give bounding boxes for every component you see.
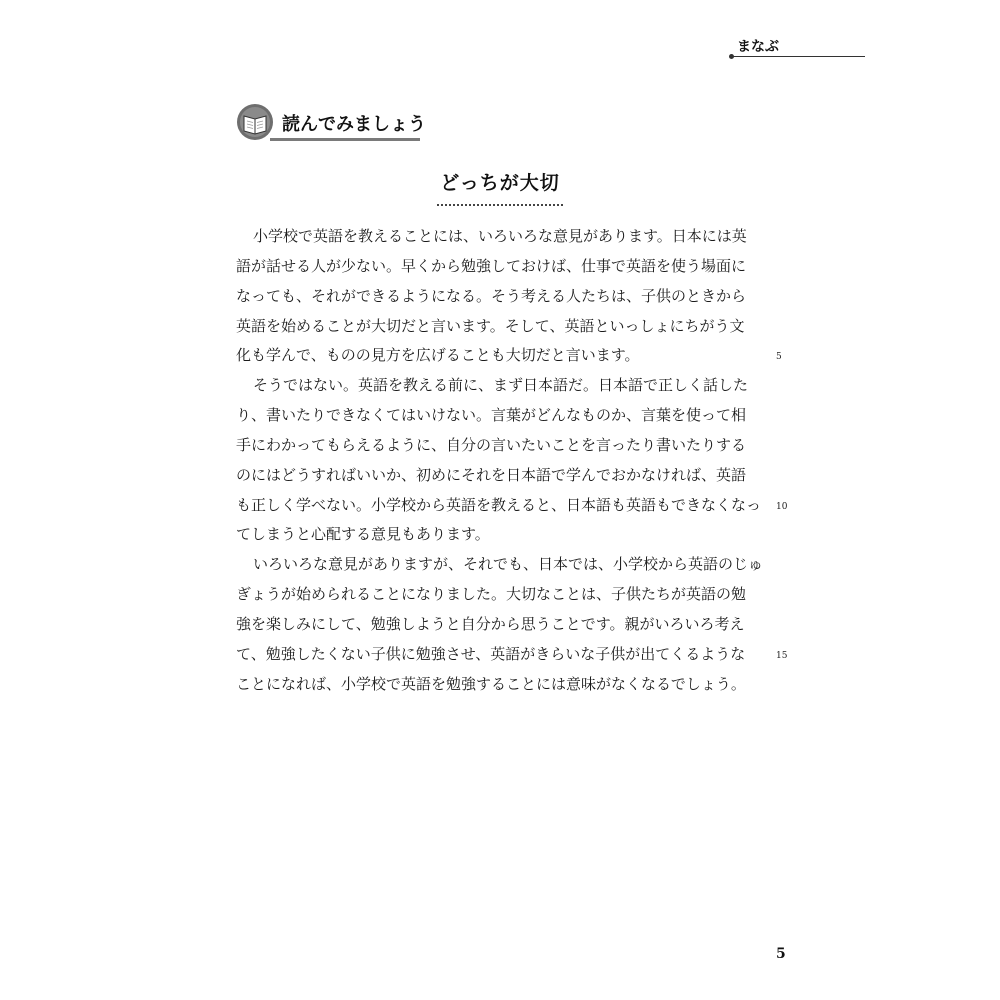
running-head-label: まなぶ — [737, 39, 779, 55]
passage-line: のにはどうすればいいか、初めにそれを日本語で学んでおかなければ、英語 — [236, 465, 747, 484]
story-title-text: どっちが大切 — [440, 172, 560, 194]
passage-line: 小学校で英語を教えることには、いろいろな意見があります。日本には英 — [253, 227, 747, 245]
section-title: 読んでみましょう — [282, 114, 426, 135]
passage-line: 手にわかってもらえるように、自分の言いたいことを言ったり書いたりする — [236, 435, 747, 454]
running-head — [733, 36, 865, 57]
passage-line: 語が話せる人が少ない。早くから勉強しておけば、仕事で英語を使う場面に — [236, 256, 747, 275]
passage-line: て、勉強したくない子供に勉強させ、英語がきらいな子供が出てくるような 15 — [236, 640, 766, 670]
passage-line: 強を楽しみにして、勉強しようと自分から思うことです。親がいろいろ考え — [236, 614, 745, 633]
passage-line: も正しく学べない。小学校から英語を教えると、日本語も英語もできなくなっ 10 — [236, 491, 766, 521]
passage-line: ことになれば、小学校で英語を勉強することには意味がなくなるでしょう。 — [236, 674, 746, 693]
story-title — [437, 168, 563, 208]
story-title-underline — [437, 204, 563, 206]
passage-line: 化も学んで、ものの見方を広げることも大切だと言います。 5 — [236, 341, 766, 371]
page-number: 5 — [776, 946, 786, 962]
section-header — [236, 103, 426, 141]
line-number: 5 — [776, 352, 782, 363]
passage-line: り、書いたりできなくてはいけない。言葉がどんなものか、言葉を使って相 — [236, 406, 747, 425]
line-number: 15 — [776, 650, 788, 661]
passage-line: なっても、それができるようになる。そう考える人たちは、子供のときから — [236, 286, 747, 305]
passage-line: いろいろな意見がありますが、それでも、日本では、小学校から英語のじゅ — [253, 555, 764, 574]
section-underline — [270, 138, 420, 141]
passage-line: ぎょうが始められることになりました。大切なことは、子供たちが英語の勉 — [236, 585, 747, 604]
open-book-icon — [236, 103, 274, 141]
running-head-marker — [729, 54, 734, 59]
reading-passage — [236, 222, 788, 700]
line-number: 10 — [776, 501, 788, 512]
passage-line: てしまうと心配する意見もあります。 — [236, 525, 490, 544]
passage-line: 英語を始めることが大切だと言います。そして、英語といっしょにちがう文 — [236, 316, 745, 335]
passage-line: そうではない。英語を教える前に、まず日本語だ。日本語で正しく話した — [253, 376, 749, 395]
